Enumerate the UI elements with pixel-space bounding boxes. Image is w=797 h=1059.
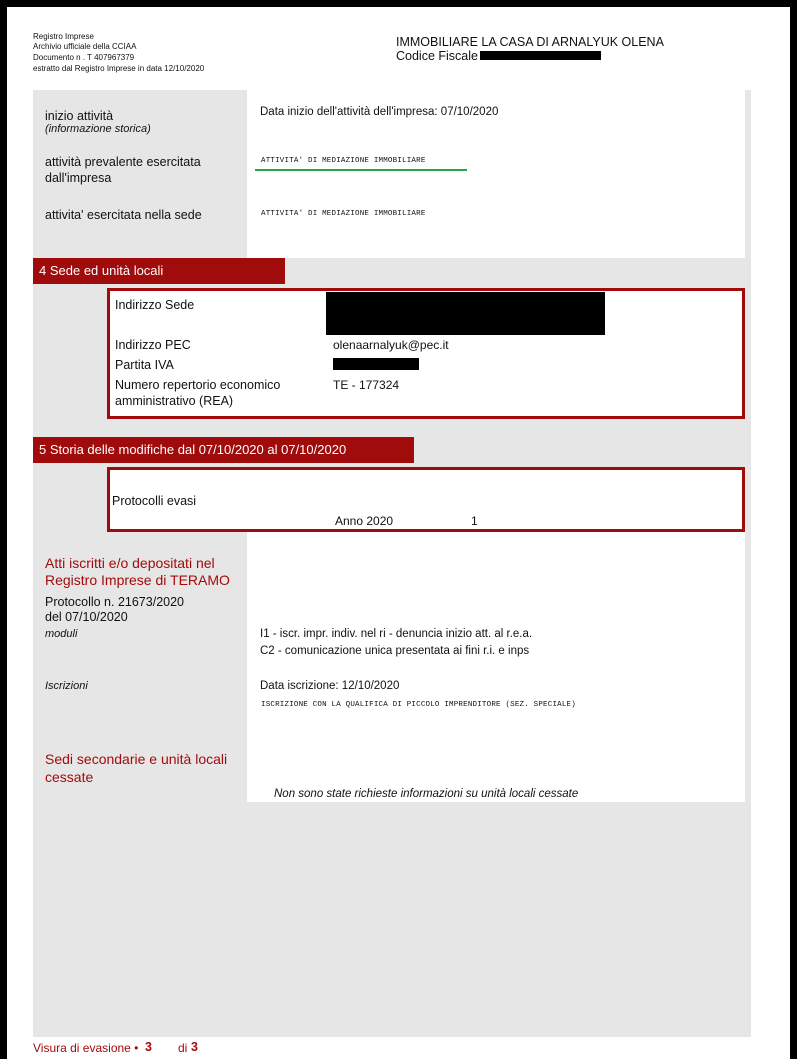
attivita-prevalente-label-2: dall'impresa [45,171,112,185]
green-underline [255,169,467,171]
inizio-attivita-sub: (informazione storica) [45,123,151,135]
redacted-codice-fiscale [480,51,601,60]
sedi-cessate-title-2: cessate [45,769,94,785]
redacted-partita-iva [333,358,419,370]
section-4-header: 4 Sede ed unità locali [33,258,285,284]
anno-count: 1 [471,514,478,528]
protocollo-date: del 07/10/2020 [45,610,128,624]
iscrizione-text: ISCRIZIONE CON LA QUALIFICA DI PICCOLO IMPRENDITORE (SEZ. SPECIALE) [261,701,576,709]
sedi-cessate-title: Sedi secondarie e unità locali [45,751,228,767]
anno-label: Anno 2020 [335,514,394,528]
rea-label: Numero repertorio economico [115,378,281,392]
header-line-4: estratto dal Registro Imprese in data 12/10/2020 [33,64,205,73]
document-page [7,7,790,1059]
redacted-indirizzo-sede [326,292,605,335]
atti-title-2: Registro Imprese di TERAMO [45,572,230,588]
protocollo-number: Protocollo n. 21673/2020 [45,595,184,609]
protocolli-evasi-label: Protocolli evasi [112,494,197,508]
indirizzo-sede-label: Indirizzo Sede [115,298,195,312]
inizio-attivita-label: inizio attività [45,109,114,123]
footer-label: Visura di evasione • [33,1041,139,1055]
footer-of-label: di [178,1041,188,1055]
moduli-c2: C2 - comunicazione unica presentata ai fini r.i. e inps [260,645,530,657]
attivita-prevalente-value: ATTIVITA' DI MEDIAZIONE IMMOBILIARE [261,157,426,165]
attivita-prevalente-label: attività prevalente esercitata [45,155,201,169]
iscrizioni-label: Iscrizioni [45,680,88,692]
inizio-attivita-value: Data inizio dell'attività dell'impresa: 07/10/2020 [260,106,499,118]
attivita-sede-label: attivita' esercitata nella sede [45,208,202,222]
sedi-cessate-note: Non sono state richieste informazioni su unità locali cessate [274,788,579,800]
pec-label: Indirizzo PEC [115,338,191,352]
header-line-2: Archivio ufficiale della CCIAA [33,42,137,51]
atti-title: Atti iscritti e/o depositati nel [45,555,215,571]
section-5-header: 5 Storia delle modifiche dal 07/10/2020 al 07/10/2020 [33,437,414,463]
moduli-label: moduli [45,628,78,640]
section-5-box [107,467,745,532]
rea-label-2: amministrativo (REA) [115,394,234,408]
header-line-1: Registro Imprese [33,32,94,41]
atti-value-panel [247,532,745,802]
iscrizione-data: Data iscrizione: 12/10/2020 [260,680,400,692]
footer-total: 3 [191,1040,198,1054]
rea-value: TE - 177324 [333,378,400,392]
pec-value: olenaarnalyuk@pec.it [333,338,449,352]
partita-iva-label: Partita IVA [115,358,174,372]
company-name: IMMOBILIARE LA CASA DI ARNALYUK OLENA [396,35,664,49]
attivita-sede-value: ATTIVITA' DI MEDIAZIONE IMMOBILIARE [261,210,426,218]
header-line-3: Documento n . T 407967379 [33,53,135,62]
codice-fiscale-label: Codice Fiscale [396,49,478,63]
footer-page: 3 [145,1040,152,1054]
moduli-i1: I1 - iscr. impr. indiv. nel ri - denuncia inizio att. al r.e.a. [260,628,533,640]
